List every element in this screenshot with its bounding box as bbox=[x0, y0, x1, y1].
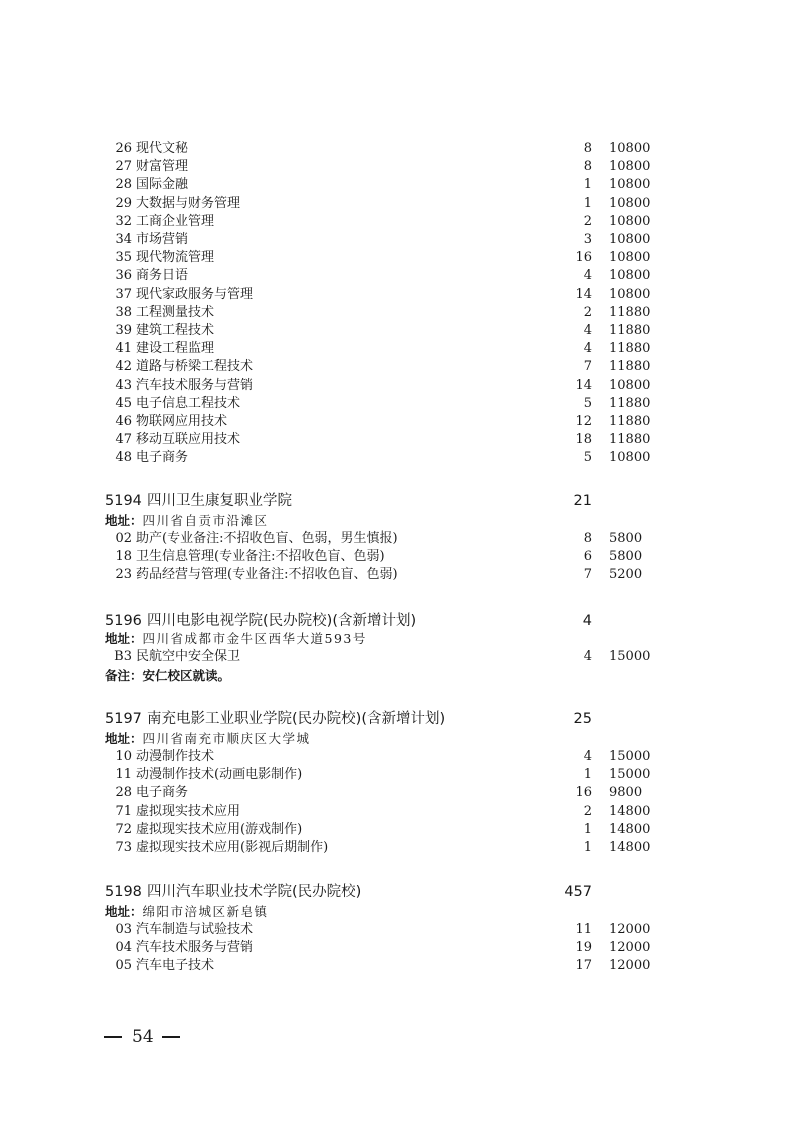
major-name: 动漫制作技术(动画电影制作) bbox=[136, 767, 303, 783]
tuition-fee: 11880 bbox=[609, 395, 651, 411]
address-label: 地址： bbox=[105, 513, 143, 528]
major-code: B3 bbox=[114, 649, 132, 664]
plan-count: 7 bbox=[583, 567, 592, 583]
plan-count: 3 bbox=[583, 232, 592, 247]
major-row bbox=[0, 304, 794, 322]
major-name: 药品经营与管理(专业备注:不招收色盲、色弱) bbox=[136, 567, 398, 583]
plan-count: 1 bbox=[583, 177, 592, 193]
footer-dash-right bbox=[162, 1036, 180, 1038]
major-row bbox=[0, 530, 794, 548]
major-code: 10 bbox=[115, 749, 132, 764]
plan-count: 4 bbox=[583, 649, 592, 664]
page-footer bbox=[104, 1025, 204, 1049]
plan-count: 14 bbox=[575, 377, 592, 393]
plan-count: 2 bbox=[583, 803, 592, 819]
plan-count: 2 bbox=[583, 213, 592, 229]
major-code: 11 bbox=[115, 767, 132, 783]
major-row bbox=[0, 648, 794, 666]
major-code: 03 bbox=[115, 922, 132, 937]
tuition-fee: 5800 bbox=[609, 531, 643, 546]
major-row bbox=[0, 340, 794, 358]
address-label: 地址： bbox=[105, 631, 143, 646]
major-row bbox=[0, 449, 794, 467]
plan-count: 5 bbox=[583, 395, 592, 411]
major-code: 05 bbox=[115, 958, 132, 974]
major-name: 建筑工程技术 bbox=[136, 323, 215, 338]
school-name: 四川卫生康复职业学院 bbox=[147, 493, 292, 509]
tuition-fee: 10800 bbox=[609, 141, 651, 156]
school-total: 4 bbox=[582, 613, 592, 629]
major-code: 47 bbox=[115, 432, 132, 448]
major-name: 物联网应用技术 bbox=[136, 414, 228, 429]
major-row bbox=[0, 267, 794, 285]
tuition-fee: 10800 bbox=[609, 286, 651, 302]
school-header bbox=[0, 881, 794, 903]
plan-count: 1 bbox=[583, 840, 592, 855]
address-value: 四川省自贡市沿滩区 bbox=[142, 513, 269, 528]
tuition-fee: 11880 bbox=[609, 432, 651, 448]
major-name: 汽车技术服务与营销 bbox=[136, 940, 254, 956]
tuition-fee: 10800 bbox=[609, 377, 651, 393]
school-code: 5198 bbox=[105, 884, 142, 900]
major-code: 18 bbox=[115, 549, 132, 565]
major-name: 电子商务 bbox=[136, 450, 189, 466]
major-name: 虚拟现实技术应用(游戏制作) bbox=[136, 821, 303, 837]
plan-count: 18 bbox=[575, 432, 592, 448]
major-name: 汽车技术服务与营销 bbox=[136, 377, 254, 393]
major-name: 建设工程监理 bbox=[136, 341, 215, 357]
major-name: 汽车电子技术 bbox=[136, 958, 215, 974]
major-code: 73 bbox=[115, 840, 132, 855]
major-name: 汽车制造与试验技术 bbox=[136, 922, 254, 937]
major-code: 39 bbox=[115, 323, 132, 338]
major-row bbox=[0, 839, 794, 857]
plan-count: 1 bbox=[583, 195, 592, 211]
major-code: 26 bbox=[115, 141, 132, 156]
major-code: 42 bbox=[115, 359, 132, 375]
plan-count: 19 bbox=[575, 940, 592, 956]
major-code: 23 bbox=[115, 567, 132, 583]
address-value: 绵阳市涪城区新皂镇 bbox=[142, 904, 269, 919]
major-row bbox=[0, 784, 794, 802]
major-code: 34 bbox=[115, 232, 132, 247]
major-row bbox=[0, 748, 794, 766]
address-value: 四川省成都市金牛区西华大道593号 bbox=[142, 631, 367, 646]
major-name: 大数据与财务管理 bbox=[136, 195, 241, 211]
major-name: 商务日语 bbox=[136, 268, 189, 284]
school-address bbox=[105, 512, 269, 530]
major-code: 72 bbox=[115, 821, 132, 837]
major-row bbox=[0, 358, 794, 376]
school-note: 备注：安仁校区就读。 bbox=[105, 668, 231, 683]
major-row bbox=[0, 566, 794, 584]
major-row bbox=[0, 140, 794, 158]
major-code: 32 bbox=[115, 213, 132, 229]
major-name: 移动互联应用技术 bbox=[136, 432, 241, 448]
tuition-fee: 10800 bbox=[609, 213, 651, 229]
major-name: 市场营销 bbox=[136, 232, 189, 247]
plan-count: 2 bbox=[583, 304, 592, 320]
tuition-fee: 10800 bbox=[609, 177, 651, 193]
plan-count: 4 bbox=[583, 323, 592, 338]
major-name: 电子商务 bbox=[136, 785, 189, 801]
tuition-fee: 11880 bbox=[609, 304, 651, 320]
tuition-fee: 14800 bbox=[609, 803, 651, 819]
major-code: 37 bbox=[115, 286, 132, 302]
school-header bbox=[0, 610, 794, 632]
major-code: 45 bbox=[115, 395, 132, 411]
major-row bbox=[0, 213, 794, 231]
major-name: 民航空中安全保卫 bbox=[136, 649, 241, 664]
school-header bbox=[0, 490, 794, 512]
school-total: 457 bbox=[564, 884, 592, 900]
tuition-fee: 11880 bbox=[609, 359, 651, 375]
tuition-fee: 11880 bbox=[609, 341, 651, 357]
major-name: 虚拟现实技术应用(影视后期制作) bbox=[136, 840, 329, 855]
major-code: 28 bbox=[115, 177, 132, 193]
tuition-fee: 14800 bbox=[609, 821, 651, 837]
major-name: 工程测量技术 bbox=[136, 304, 215, 320]
major-name: 助产(专业备注:不招收色盲、色弱，男生慎报) bbox=[136, 531, 398, 546]
school-total: 21 bbox=[573, 493, 592, 509]
tuition-fee: 5800 bbox=[609, 549, 643, 565]
address-label: 地址： bbox=[105, 904, 143, 919]
school-name: 四川电影电视学院(民办院校)(含新增计划) bbox=[147, 613, 417, 629]
major-name: 现代物流管理 bbox=[136, 250, 215, 266]
plan-count: 8 bbox=[583, 141, 592, 156]
tuition-fee: 15000 bbox=[609, 649, 651, 664]
major-code: 27 bbox=[115, 159, 132, 175]
school-address bbox=[105, 730, 311, 748]
school-total: 25 bbox=[573, 711, 592, 727]
major-code: 35 bbox=[115, 250, 132, 266]
major-row bbox=[0, 322, 794, 340]
major-row bbox=[0, 195, 794, 213]
school-name: 南充电影工业职业学院(民办院校)(含新增计划) bbox=[147, 711, 446, 727]
major-code: 41 bbox=[115, 341, 132, 357]
major-row bbox=[0, 548, 794, 566]
tuition-fee: 10800 bbox=[609, 232, 651, 247]
major-row bbox=[0, 821, 794, 839]
major-name: 财富管理 bbox=[136, 159, 189, 175]
major-row bbox=[0, 395, 794, 413]
school-name: 四川汽车职业技术学院(民办院校) bbox=[147, 884, 362, 900]
major-name: 道路与桥梁工程技术 bbox=[136, 359, 254, 375]
major-name: 动漫制作技术 bbox=[136, 749, 215, 764]
plan-count: 8 bbox=[583, 159, 592, 175]
major-row bbox=[0, 176, 794, 194]
major-row bbox=[0, 921, 794, 939]
school-code: 5196 bbox=[105, 613, 142, 629]
tuition-fee: 9800 bbox=[609, 785, 643, 801]
school-code: 5194 bbox=[105, 493, 142, 509]
major-row bbox=[0, 939, 794, 957]
page-number: 54 bbox=[132, 1027, 154, 1047]
plan-count: 1 bbox=[583, 767, 592, 783]
major-name: 现代家政服务与管理 bbox=[136, 286, 254, 302]
footer-dash-left bbox=[104, 1036, 122, 1038]
major-name: 工商企业管理 bbox=[136, 213, 215, 229]
plan-count: 1 bbox=[583, 821, 592, 837]
major-row bbox=[0, 286, 794, 304]
tuition-fee: 14800 bbox=[609, 840, 651, 855]
tuition-fee: 11880 bbox=[609, 323, 651, 338]
major-row bbox=[0, 803, 794, 821]
tuition-fee: 12000 bbox=[609, 940, 651, 956]
tuition-fee: 10800 bbox=[609, 195, 651, 211]
major-code: 38 bbox=[115, 304, 132, 320]
plan-count: 16 bbox=[575, 250, 592, 266]
major-code: 28 bbox=[115, 785, 132, 801]
school-address bbox=[105, 903, 269, 921]
address-value: 四川省南充市顺庆区大学城 bbox=[142, 731, 311, 746]
school-header bbox=[0, 708, 794, 730]
tuition-fee: 15000 bbox=[609, 749, 651, 764]
plan-count: 17 bbox=[575, 958, 592, 974]
plan-count: 5 bbox=[583, 450, 592, 466]
major-name: 虚拟现实技术应用 bbox=[136, 803, 241, 819]
school-address bbox=[105, 630, 367, 648]
plan-count: 4 bbox=[583, 268, 592, 284]
major-name: 卫生信息管理(专业备注:不招收色盲、色弱) bbox=[136, 549, 385, 565]
plan-count: 4 bbox=[583, 341, 592, 357]
plan-count: 7 bbox=[583, 359, 592, 375]
plan-count: 11 bbox=[575, 922, 592, 937]
major-code: 02 bbox=[115, 531, 132, 546]
major-name: 国际金融 bbox=[136, 177, 189, 193]
major-row bbox=[0, 431, 794, 449]
plan-count: 8 bbox=[583, 531, 592, 546]
major-name: 电子信息工程技术 bbox=[136, 395, 241, 411]
tuition-fee: 10800 bbox=[609, 250, 651, 266]
major-code: 29 bbox=[115, 195, 132, 211]
address-label: 地址： bbox=[105, 731, 143, 746]
tuition-fee: 10800 bbox=[609, 268, 651, 284]
major-row bbox=[0, 249, 794, 267]
tuition-fee: 11880 bbox=[609, 414, 651, 429]
tuition-fee: 5200 bbox=[609, 567, 643, 583]
major-row bbox=[0, 413, 794, 431]
major-row bbox=[0, 158, 794, 176]
major-code: 48 bbox=[115, 450, 132, 466]
major-code: 43 bbox=[115, 377, 132, 393]
major-row bbox=[0, 231, 794, 249]
tuition-fee: 15000 bbox=[609, 767, 651, 783]
tuition-fee: 10800 bbox=[609, 159, 651, 175]
major-row bbox=[0, 957, 794, 975]
major-code: 71 bbox=[115, 803, 132, 819]
plan-count: 4 bbox=[583, 749, 592, 764]
major-row bbox=[0, 377, 794, 395]
plan-count: 6 bbox=[583, 549, 592, 565]
major-row bbox=[0, 766, 794, 784]
tuition-fee: 12000 bbox=[609, 922, 651, 937]
major-code: 04 bbox=[115, 940, 132, 956]
plan-count: 16 bbox=[575, 785, 592, 801]
tuition-fee: 10800 bbox=[609, 450, 651, 466]
major-code: 36 bbox=[115, 268, 132, 284]
major-name: 现代文秘 bbox=[136, 141, 189, 156]
tuition-fee: 12000 bbox=[609, 958, 651, 974]
plan-count: 14 bbox=[575, 286, 592, 302]
major-code: 46 bbox=[115, 414, 132, 429]
school-code: 5197 bbox=[105, 711, 142, 727]
plan-count: 12 bbox=[575, 414, 592, 429]
